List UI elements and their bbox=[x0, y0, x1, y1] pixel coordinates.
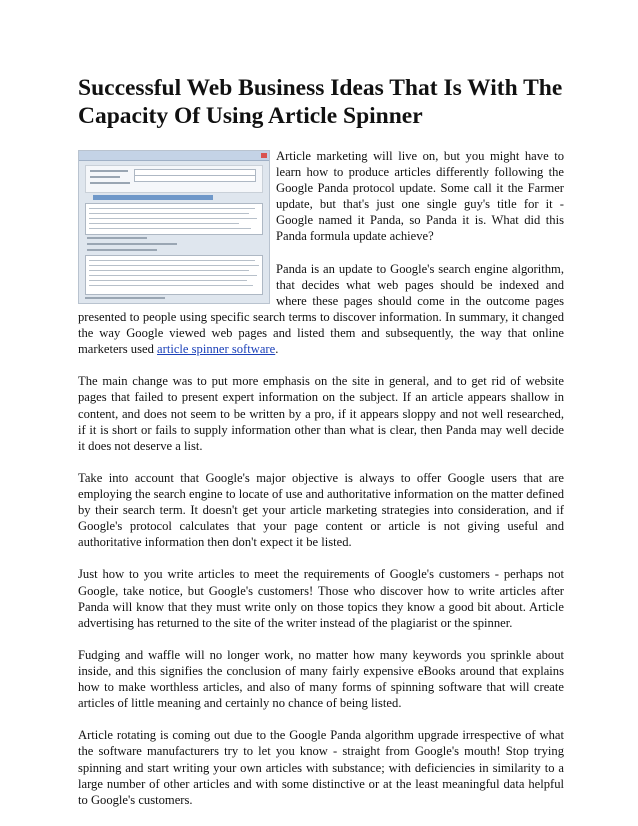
article-spinner-software-link[interactable]: article spinner software bbox=[157, 342, 276, 357]
paragraph-7: Article rotating is coming out due to the Google Panda algorithm upgrade irrespective of what the software manufacturers try to let you know - straight from Google's mouth! Stop trying spinning and start writing your own articles with substance; with deficiencies in similarity to a large number of other articles and with some distinctive or at the least meaningful data helpful to Google's customers. bbox=[78, 728, 564, 807]
software-screenshot-image bbox=[78, 150, 270, 304]
paragraph-5: Just how to you write articles to meet the requirements of Google's customers - perhaps not Google, take notice, but Google's customers! Those who discover how to write articles after Panda will know that they must write only on those topics they know a good bit about. Article advertising has returned to the site of the writer instead of the plagiarist or the spinner. bbox=[78, 567, 564, 630]
close-icon bbox=[261, 153, 267, 158]
paragraph-2-end: . bbox=[275, 342, 279, 357]
paragraph-6: Fudging and waffle will no longer work, no matter how many keywords you sprinkle about inside, and this signifies the conclusion of many fairly expensive eBooks around that explains how to make worthless articles, and also of many forms of spinning software that will create articles of little meaning and certainly no chance of being listed. bbox=[78, 647, 564, 711]
paragraph-1: Article marketing will live on, but you might have to learn how to produce articles differently following the Google Panda protocol update. Some call it the Farmer update, but that's just one single guy's title for it - Google named it Panda, so Panda it is. What did this Panda formula update achieve? bbox=[276, 149, 564, 244]
settings-panel bbox=[85, 165, 263, 193]
article-body bbox=[78, 148, 564, 824]
spun-output-area bbox=[85, 255, 263, 295]
article-title: Successful Web Business Ideas That Is With The Capacity Of Using Article Spinner bbox=[78, 75, 563, 129]
paragraph-3: The main change was to put more emphasis on the site in general, and to get rid of website pages that failed to present expert information on the subject. If an article appears shallow in content, and does not seem to be written by a pro, if it appears sloppy and not well researched, if it is short or fails to supply information other than what is clear, then Panda may well decide it does not deserve a list. bbox=[78, 374, 564, 453]
toolbar-row bbox=[93, 195, 213, 200]
article-text-area bbox=[85, 203, 263, 235]
window-titlebar bbox=[79, 151, 269, 161]
paragraph-2-text: Panda is an update to Google's search engine algorithm, that decides what web pages should be indexed and where these pages should come in the outcome pages presented to people using specific search terms to discover information. In summary, it changed the way Google viewed web pages and listed them and subsequently, the way that online marketers used bbox=[78, 261, 564, 357]
paragraph-4: Take into account that Google's major objective is always to offer Google users that are employing the search engine to locate of use and authoritative information on the matter defined by their search term. It doesn't get your article marketing strategies into consideration, and if Google's protocol calculates that your page content or article is not giving useful and authoritative information then don't expect it be listed. bbox=[78, 470, 564, 550]
